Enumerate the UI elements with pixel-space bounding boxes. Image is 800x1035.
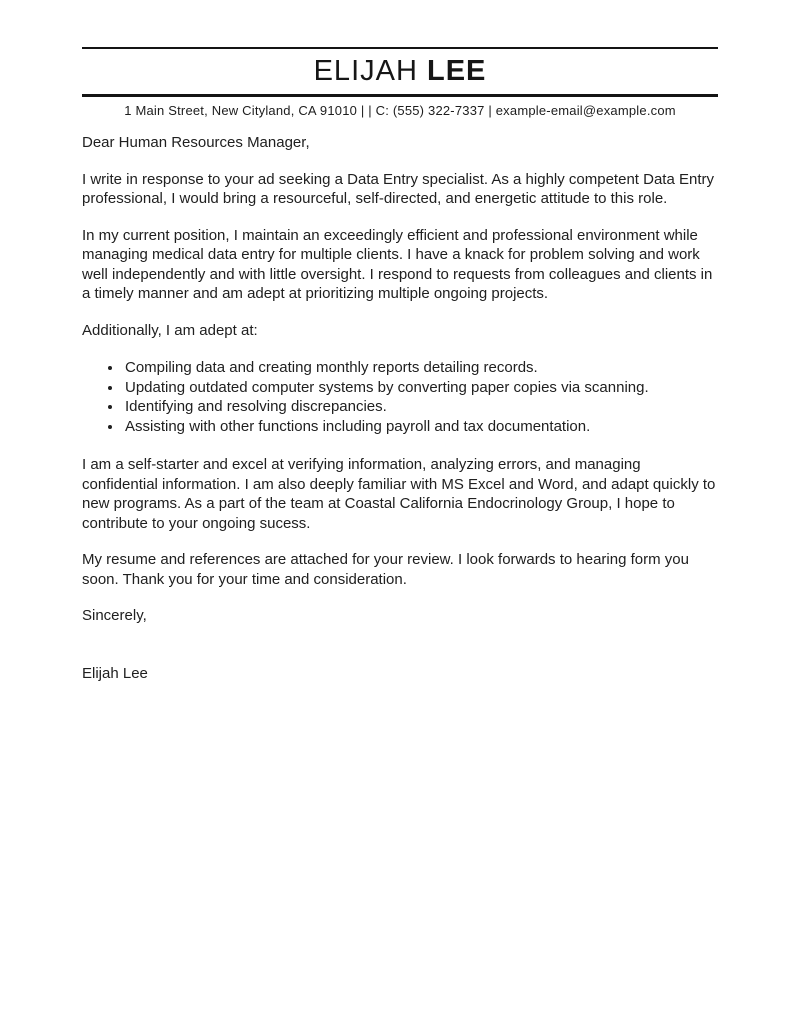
- header-top-rule: [82, 47, 718, 49]
- paragraph-intro: I write in response to your ad seeking a Data Entry specialist. As a highly competent Data Entry professional, I would bring a resourceful, self-directed, and energetic attitude to this role.: [82, 170, 714, 207]
- header-bottom-rule: [82, 94, 718, 97]
- page-title: [82, 55, 718, 87]
- paragraph-resume: My resume and references are attached for your review. I look forwards to hearing form you soon. Thank you for your time and consideration.: [82, 551, 689, 588]
- last-name: LEE: [426, 55, 487, 87]
- list-item: • Identifying and resolving discrepancies.: [123, 397, 718, 417]
- skills-list: [82, 358, 718, 436]
- signature: Elijah Lee: [82, 664, 148, 682]
- closing: Sincerely,: [82, 607, 147, 624]
- contact-line: 1 Main Street, New Cityland, CA 91010 | | C: (555) 322-7337 | example-email@example.com: [124, 103, 676, 118]
- list-item: • Updating outdated computer systems by converting paper copies via scanning.: [123, 378, 718, 398]
- paragraph-adept-intro: Additionally, I am adept at:: [82, 321, 258, 339]
- paragraph-current-position: In my current position, I maintain an exceedingly efficient and professional environment while managing medical data entry for multiple clients. I have a knack for problem solving and work well independently and with little oversight. I respond to requests from colleagues and clients in a timely manner and am adept at prioritizing multiple ongoing projects.: [82, 226, 713, 302]
- list-item: • Assisting with other functions including payroll and tax documentation.: [123, 417, 718, 437]
- list-item: • Compiling data and creating monthly reports detailing records.: [123, 358, 718, 378]
- salutation: Dear Human Resources Manager,: [82, 134, 310, 151]
- paragraph-self-starter: I am a self-starter and excel at verifying information, analyzing errors, and managing confidential information. I am also deeply familiar with MS Excel and Word, and adapt quickly to new programs. As a part of the team at Coastal California Endocrinology Group, I hope to contribute to your ongoing sucess.: [82, 456, 716, 532]
- first-name: ELIJAH: [313, 55, 418, 87]
